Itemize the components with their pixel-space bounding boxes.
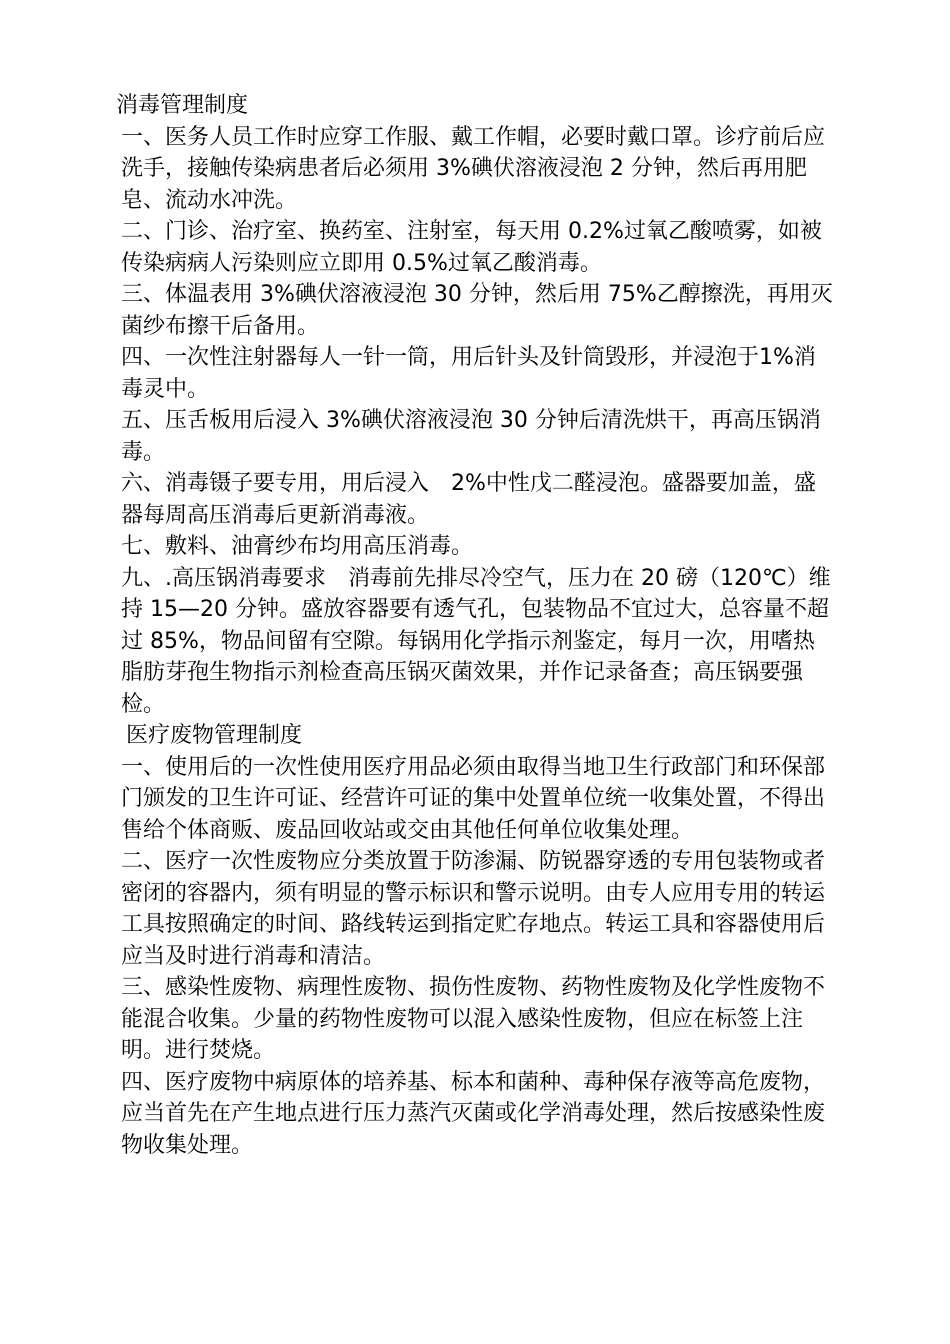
disinfection-item-1: 一、医务人员工作时应穿工作服、戴工作帽，必要时戴口罩。诊疗前后应洗手，接触传染病患者后必须用 3%碘伏溶液浸泡 2 分钟，然后再用肥皂、流动水冲洗。 — [121, 124, 826, 213]
waste-item-2: 二、医疗一次性废物应分类放置于防渗漏、防锐器穿透的专用包装物或者密闭的容器内，须有明显的警示标识和警示说明。由专人应用专用的转运工具按照确定的时间、路线转运到指定贮存地点。转运工具和容器使用后应当及时进行消毒和清洁。 — [121, 849, 826, 969]
disinfection-item-9: 九、.高压锅消毒要求 消毒前先排尽冷空气，压力在 20 磅（120℃）维持 15—20 分钟。盛放容器要有透气孔，包装物品不宜过大，总容量不超过 85%，物品间留有空隙。每锅用化学指示剂鉴定，每月一次，用嗜热脂肪芽孢生物指示剂检查高压锅灭菌效果，并作记录备查；高压锅要强检。 — [121, 565, 831, 717]
waste-item-4: 四、医疗废物中病原体的培养基、标本和菌种、毒种保存液等高危废物，应当首先在产生地点进行压力蒸汽灭菌或化学消毒处理，然后按感染性废物收集处理。 — [121, 1069, 826, 1158]
disinfection-item-6: 六、消毒镊子要专用，用后浸入 2%中性戊二醛浸泡。盛器要加盖，盛器每周高压消毒后更新消毒液。 — [121, 471, 816, 528]
disinfection-item-3: 三、体温表用 3%碘伏溶液浸泡 30 分钟，然后用 75%乙醇擦洗，再用灭菌纱布擦干后备用。 — [121, 282, 833, 339]
section-title-medical-waste: 医疗废物管理制度 — [126, 723, 303, 748]
document-body — [116, 90, 836, 1161]
disinfection-item-4: 四、一次性注射器每人一针一筒，用后针头及针筒毁形，并浸泡于1%消毒灵中。 — [121, 345, 816, 402]
waste-item-1: 一、使用后的一次性使用医疗用品必须由取得当地卫生行政部门和环保部门颁发的卫生许可证、经营许可证的集中处置单位统一收集处置，不得出售给个体商贩、废品回收站或交由其他任何单位收集处理。 — [121, 754, 826, 843]
disinfection-item-2: 二、门诊、治疗室、换药室、注射室，每天用 0.2%过氧乙酸喷雾，如被传染病病人污染则应立即用 0.5%过氧乙酸消毒。 — [121, 219, 822, 276]
waste-item-3: 三、感染性废物、病理性废物、损伤性废物、药物性废物及化学性废物不能混合收集。少量的药物性废物可以混入感染性废物，但应在标签上注明。进行焚烧。 — [121, 975, 826, 1063]
disinfection-item-7: 七、敷料、油膏纱布均用高压消毒。 — [121, 534, 474, 559]
section-title-disinfection: 消毒管理制度 — [116, 93, 249, 118]
disinfection-item-5: 五、压舌板用后浸入 3%碘伏溶液浸泡 30 分钟后清洗烘干，再高压锅消毒。 — [121, 408, 821, 465]
